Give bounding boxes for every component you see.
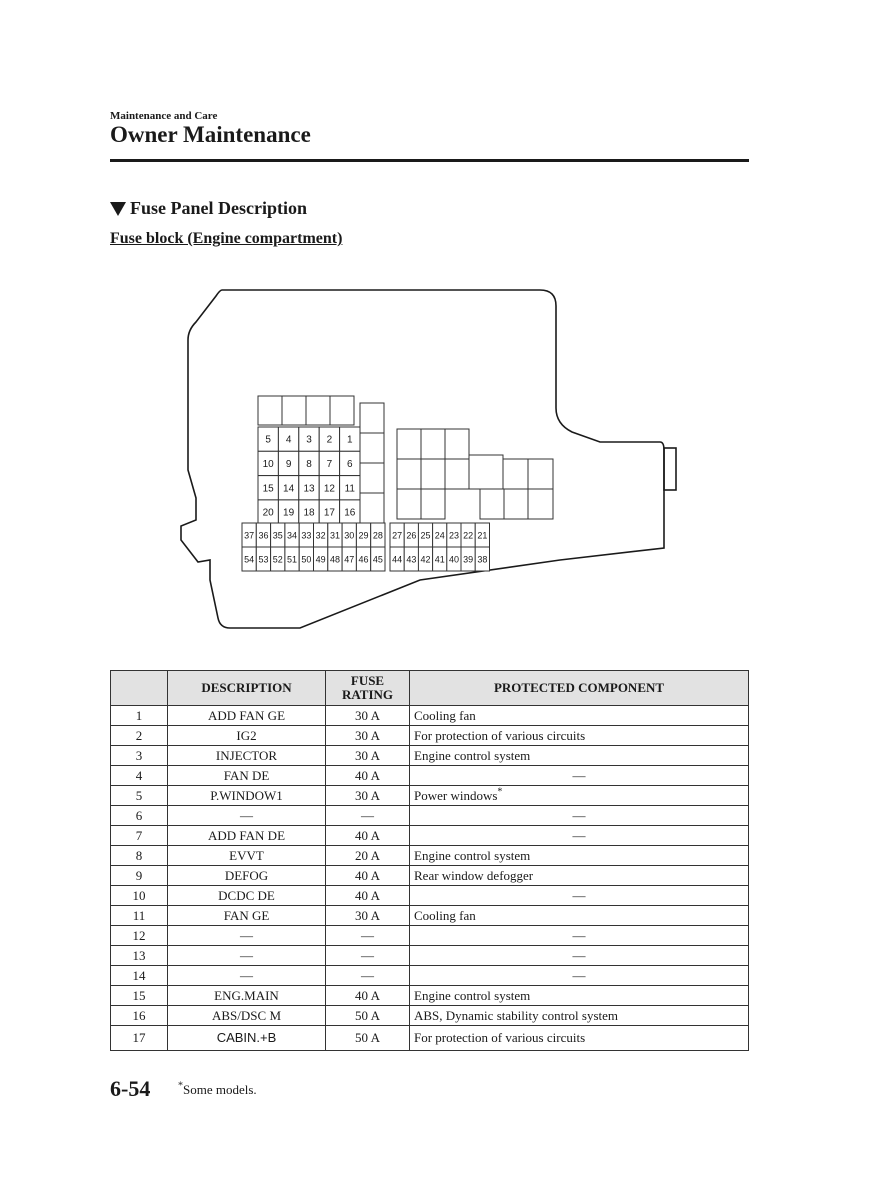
fuse-rating [326,906,410,926]
fuse-rating [326,966,410,986]
fuse-slot-label: 18 [303,507,315,519]
fuse-description-text: DEFOG [224,867,269,883]
fuse-number-text: 11 [132,907,146,923]
fuse-strip-slot-label: 43 [406,554,417,565]
protected-component [410,986,749,1006]
fuse-strip-slot-label: 34 [287,530,298,541]
fuse-rating-text: 40 A [355,767,380,783]
fuse-slot-label: 20 [262,507,274,519]
fuse-rating [326,1006,410,1026]
protected-component [410,886,749,906]
protected-component-text: — [572,947,586,963]
footnote-text: Some models. [183,1082,257,1097]
fuse-slot-label: 10 [262,458,274,470]
fuse-strip-slot-label: 39 [463,554,474,565]
fuse-number-text: 16 [132,1007,146,1023]
fuse-description-text: ADD FAN DE [207,827,286,843]
fuse-number [111,706,168,726]
protected-component [410,1006,749,1026]
fuse-strip-slot-label: 24 [434,530,445,541]
fuse-rating-text: — [361,927,374,943]
fuse-rating-text: — [361,807,374,823]
fuse-description [168,786,326,806]
fuse-rating-text: 30 A [355,907,380,923]
fuse-number-text: 9 [135,867,143,883]
subsection-title: Fuse Panel Description [130,198,307,218]
fuse-strip [242,523,490,571]
page-title: Owner Maintenance [110,122,311,147]
fuse-number-text: 10 [132,887,146,903]
fuse-rating [326,786,410,806]
fuse-number [111,746,168,766]
fuse-strip-slot-label: 21 [477,530,488,541]
fuse-slot-label: 8 [306,458,312,470]
fuse-number [111,1006,168,1026]
protected-component [410,1026,749,1051]
fuse-slot-label: 12 [323,483,335,495]
fuse-number-text: 6 [135,807,143,823]
relay-block-right [397,429,553,519]
protected-component-text: Engine control system [414,847,531,863]
fuse-rating-text: 40 A [355,987,380,1003]
protected-component-text: Power windows [414,787,498,803]
fuse-description-text: IG2 [236,727,257,743]
fuse-strip-slot-label: 30 [344,530,355,541]
fuse-number-text: 12 [132,927,146,943]
fuse-description [168,1006,326,1026]
fuse-strip-slot-label: 26 [406,530,417,541]
protected-component [410,766,749,786]
fuse-rating-text: — [361,967,374,983]
fuse-rating [326,946,410,966]
fuse-description-text: FAN DE [223,767,270,783]
fuse-strip-slot-label: 42 [420,554,431,565]
fuse-rating-text: 30 A [355,707,380,723]
fuse-strip-slot-label: 52 [272,554,283,565]
fuse-rating [326,846,410,866]
protected-component-text: — [572,807,586,823]
header-fuse-line1: FUSE [350,673,385,688]
fuse-strip-slot-label: 45 [372,554,383,565]
table-row [111,926,749,946]
fuse-slot-label: 16 [344,507,356,519]
fuse-description [168,986,326,1006]
protected-component-text: Cooling fan [414,707,476,723]
fuse-description-text: — [240,927,253,943]
protected-component [410,846,749,866]
fuse-strip-slot-label: 50 [301,554,312,565]
protected-component-text: — [572,827,586,843]
fuse-strip-slot-label: 32 [315,530,326,541]
table-row [111,946,749,966]
fuse-strip-slot-label: 46 [358,554,369,565]
fuse-number-text: 2 [135,727,143,743]
fuse-slot-label: 9 [285,458,292,470]
fuse-strip-slot-label: 28 [372,530,383,541]
protected-component [410,826,749,846]
fuse-number-text: 1 [135,707,143,723]
protected-component [410,906,749,926]
protected-component [410,926,749,946]
fuse-rating [326,746,410,766]
fuse-description-text: EVVT [229,847,264,863]
fuse-description-text: — [240,947,253,963]
fuse-slot-label: 14 [283,483,295,495]
fuse-rating-text: 50 A [355,1030,380,1045]
fuse-rating [326,706,410,726]
protected-component [410,726,749,746]
protected-component [410,946,749,966]
protected-component-text: — [572,767,586,783]
fuse-number [111,786,168,806]
header-number [111,671,168,706]
protected-component-text: For protection of various circuits [414,727,586,743]
fuse-description-text: FAN GE [223,907,270,923]
table-row [111,726,749,746]
fuse-description [168,746,326,766]
fuse-slot-label: 19 [283,507,295,519]
fuse-number [111,946,168,966]
fuse-description-text: P.WINDOW1 [210,787,283,803]
protected-component-text: Engine control system [414,987,531,1003]
fuse-block-heading: Fuse block (Engine compartment) [110,230,343,247]
fuse-strip-slot-label: 48 [329,554,340,565]
fuse-description [168,846,326,866]
fuse-strip-slot-label: 29 [358,530,369,541]
fuse-strip-slot-label: 51 [287,554,298,565]
fuse-number [111,966,168,986]
asterisk-mark: * [497,786,503,798]
footnote-mark: * [178,1080,183,1092]
protected-component [410,966,749,986]
protected-component-text: ABS, Dynamic stability control system [414,1007,619,1023]
fuse-strip-slot-label: 33 [301,530,312,541]
fuse-description [168,726,326,746]
fuse-number-text: 4 [135,767,143,783]
fuse-slot-label: 6 [347,458,353,470]
fuse-number [111,866,168,886]
fuse-slot-label: 17 [323,507,335,519]
fuse-description [168,806,326,826]
table-row [111,906,749,926]
section-label: Maintenance and Care [110,110,218,122]
fuse-number [111,1026,168,1051]
fuse-number-text: 14 [132,967,146,983]
table-row [111,706,749,726]
fuse-strip-slot-label: 54 [244,554,255,565]
fuse-strip-slot-label: 36 [258,530,269,541]
fuse-grid [258,427,360,524]
fuse-slot-label: 3 [306,434,312,446]
fuse-number-text: 15 [132,987,146,1003]
fuse-strip-slot-label: 53 [258,554,269,565]
header-protected-component: PROTECTED COMPONENT [410,671,749,706]
fuse-strip-slot-label: 41 [434,554,445,565]
protected-component [410,866,749,886]
table-row [111,746,749,766]
protected-component-text: Engine control system [414,747,531,763]
fuse-strip-slot-label: 40 [448,554,459,565]
fuse-strip-slot-label: 37 [244,530,255,541]
fuse-rating-text: — [361,947,374,963]
protected-component-text: Rear window defogger [414,867,534,883]
protected-component [410,746,749,766]
fuse-description-text: DCDC DE [218,887,275,903]
fuse-number [111,906,168,926]
header-fuse-rating [326,671,410,706]
fuse-rating [326,766,410,786]
fuse-strip-slot-label: 27 [392,530,403,541]
fuse-description-text: — [240,967,253,983]
fuse-number-text: 3 [135,747,143,763]
table-row [111,806,749,826]
fuse-description [168,1026,326,1051]
fuse-description [168,966,326,986]
fuse-rating-text: 40 A [355,827,380,843]
table-header-row [111,671,749,706]
fuse-slot-label: 1 [347,434,353,446]
page-number: 6-54 [110,1076,151,1101]
fuse-description [168,706,326,726]
fuse-number [111,986,168,1006]
protected-component [410,706,749,726]
fuse-strip-slot-label: 31 [329,530,340,541]
protected-component [410,786,749,806]
fuse-slot-label: 7 [326,458,333,470]
fuse-number-text: 8 [135,847,143,863]
fuse-strip-slot-label: 23 [448,530,459,541]
fuse-rating [326,826,410,846]
fuse-number [111,766,168,786]
fuse-description-text: ABS/DSC M [212,1007,281,1023]
fuse-description [168,946,326,966]
fuse-strip-slot-label: 35 [272,530,283,541]
fuse-description [168,866,326,886]
fuse-rating [326,1026,410,1051]
table-row [111,826,749,846]
fuse-rating [326,926,410,946]
fuse-slot-label: 4 [285,434,292,446]
protected-component-text: — [572,967,586,983]
fuse-slot-label: 5 [265,434,271,446]
fuse-slot-label: 2 [326,434,333,446]
table-row [111,786,749,806]
fuse-number [111,926,168,946]
fuse-slot-label: 11 [344,483,355,495]
fuse-slot-label: 15 [262,483,274,495]
fuse-rating [326,886,410,906]
fuse-description-text: — [240,807,253,823]
fuse-description [168,826,326,846]
protected-component-text: — [572,927,586,943]
fuse-strip-slot-label: 49 [315,554,326,565]
fuse-rating-text: 30 A [355,787,380,803]
protected-component-text: Cooling fan [414,907,476,923]
fuse-number-text: 5 [135,787,143,803]
fuse-rating-text: 30 A [355,747,380,763]
fuse-strip-slot-label: 44 [392,554,403,565]
fuse-description-text: ENG.MAIN [214,987,279,1003]
fuse-rating-text: 30 A [355,727,380,743]
fuse-rating [326,726,410,746]
table-row [111,986,749,1006]
fuse-number-text: 13 [132,947,146,963]
header-description: DESCRIPTION [168,671,326,706]
protected-component-text: For protection of various circuits [414,1030,586,1045]
table-row [111,1006,749,1026]
table-row [111,886,749,906]
header-fuse-line2: RATING [341,687,394,702]
fuse-number-text: 7 [135,827,143,843]
fuse-rating [326,866,410,886]
table-row [111,766,749,786]
footnote [178,1082,257,1098]
fuse-description [168,906,326,926]
fuse-number [111,726,168,746]
fuse-slot-label: 13 [303,483,315,495]
fuse-strip-slot-label: 38 [477,554,488,565]
fuse-rating-text: 40 A [355,887,380,903]
table-row [111,1026,749,1051]
fuse-strip-slot-label: 25 [420,530,431,541]
fuse-description [168,766,326,786]
fuse-rating-text: 40 A [355,867,380,883]
fuse-number [111,886,168,906]
fuse-description-text: CABIN.+B [216,1030,277,1045]
table-row [111,846,749,866]
fuse-description [168,926,326,946]
fuse-rating-text: 50 A [355,1007,380,1023]
fuse-rating-text: 20 A [355,847,380,863]
protected-component-text: — [572,887,586,903]
fuse-rating [326,806,410,826]
table-row [111,866,749,886]
fuse-table [110,670,749,1051]
table-row [111,966,749,986]
fuse-strip-slot-label: 22 [463,530,474,541]
protected-component [410,806,749,826]
fuse-description-text: INJECTOR [215,747,278,763]
fuse-number [111,846,168,866]
fuse-description [168,886,326,906]
fuse-strip-slot-label: 47 [344,554,355,565]
fuse-description-text: ADD FAN GE [207,707,286,723]
fuse-number [111,826,168,846]
fuse-number [111,806,168,826]
fuse-number-text: 17 [132,1030,146,1045]
fuse-rating [326,986,410,1006]
